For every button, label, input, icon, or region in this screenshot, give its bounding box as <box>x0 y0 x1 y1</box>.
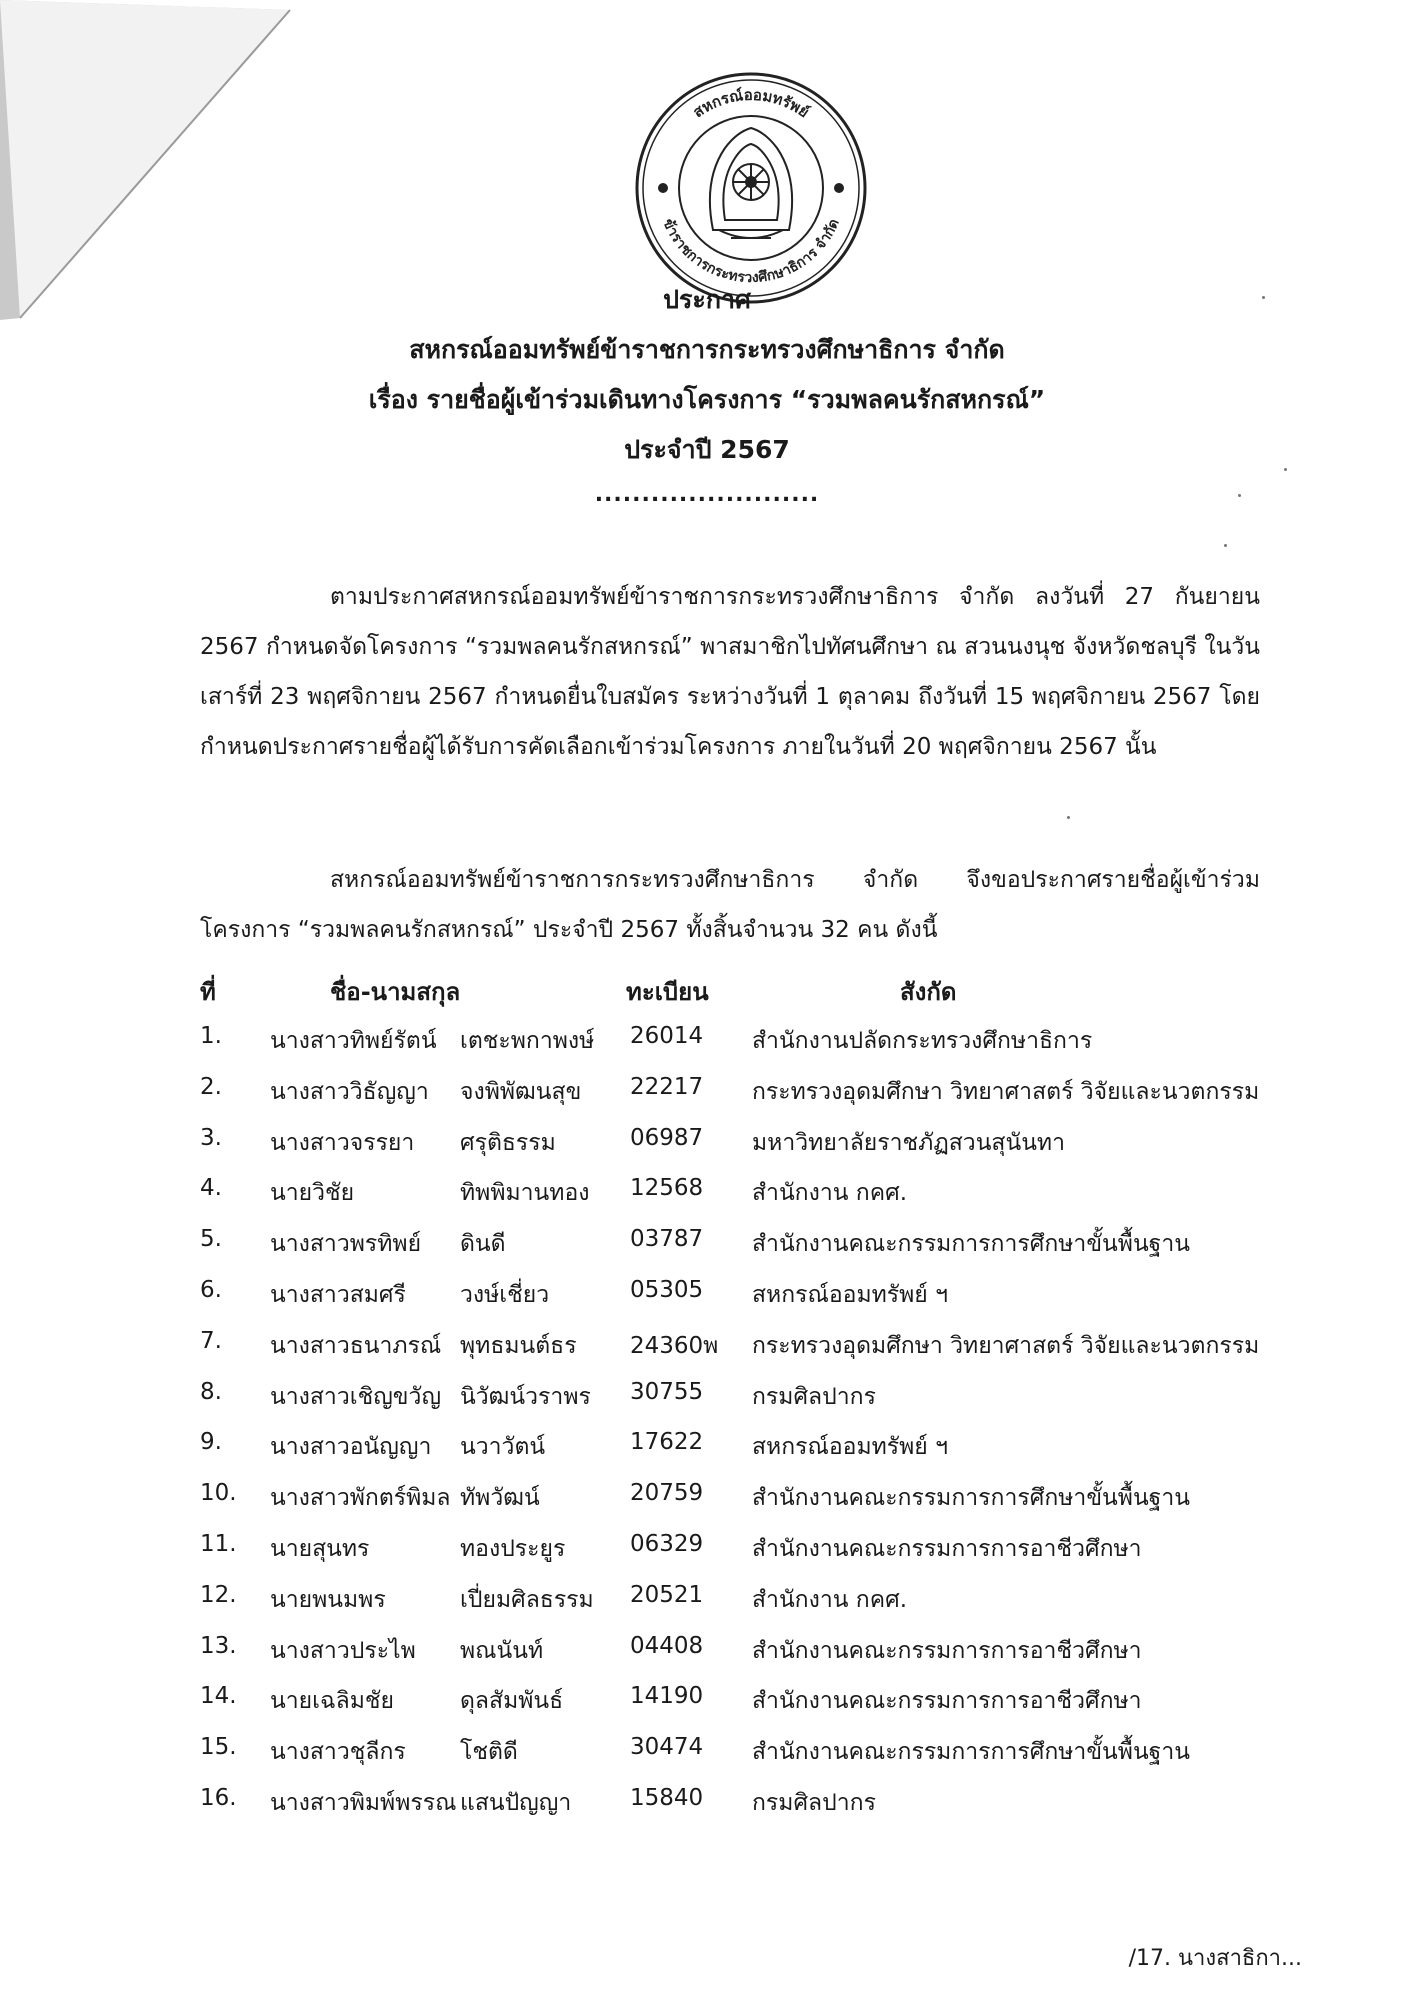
row-number: 15. <box>200 1734 237 1761</box>
seal-emblem-icon <box>710 128 792 238</box>
member-registration: 06329 <box>630 1530 704 1557</box>
table-row <box>0 1429 1414 1480</box>
member-department: กรมศิลปากร <box>752 1383 876 1410</box>
member-department: สหกรณ์ออมทรัพย์ ฯ <box>752 1281 948 1308</box>
member-registration: 17622 <box>630 1429 704 1456</box>
member-department: สำนักงานคณะกรรมการการอาชีวศึกษา <box>752 1535 1142 1562</box>
announcement-subject: เรื่อง รายชื่อผู้เข้าร่วมเดินทางโครงการ “รวมพลคนรักสหกรณ์” <box>368 385 1046 414</box>
row-number: 3. <box>200 1124 222 1151</box>
table-row <box>0 1480 1414 1531</box>
member-first-name: นางสาวพักตร์พิมล <box>270 1485 451 1512</box>
member-first-name: นางสาวธนาภรณ์ <box>270 1332 442 1359</box>
member-registration: 20521 <box>630 1581 704 1608</box>
member-last-name: ทองประยูร <box>460 1535 566 1562</box>
header-registration: ทะเบียน <box>626 978 709 1006</box>
announcement-heading: ประกาศ <box>663 285 751 314</box>
member-last-name: พณนันท์ <box>460 1637 544 1664</box>
member-first-name: นางสาวชุลีกร <box>270 1739 406 1766</box>
row-number: 9. <box>200 1429 222 1456</box>
row-number: 6. <box>200 1276 222 1303</box>
member-department: สำนักงาน กคศ. <box>752 1586 908 1613</box>
member-first-name: นางสาวเชิญขวัญ <box>270 1383 442 1410</box>
member-last-name: แสนปัญญา <box>460 1789 572 1816</box>
cooperative-seal <box>633 70 869 306</box>
member-table <box>0 1023 1414 1836</box>
seal-bottom-text: ข้าราชการกระทรวงศึกษาธิการ จำกัด <box>659 216 843 287</box>
member-first-name: นางสาวพรทิพย์ <box>270 1231 422 1258</box>
row-number: 5. <box>200 1226 222 1253</box>
table-row <box>0 1023 1414 1074</box>
table-row <box>0 1226 1414 1277</box>
member-department: สำนักงานคณะกรรมการการอาชีวศึกษา <box>752 1637 1142 1664</box>
member-first-name: นายเฉลิมชัย <box>270 1688 394 1715</box>
page-continuation: /17. นางสาธิกา... <box>1128 1946 1302 1971</box>
body-paragraph-2 <box>200 855 1260 955</box>
scan-speck <box>1224 544 1227 547</box>
table-row <box>0 1683 1414 1734</box>
member-last-name: นวาวัตน์ <box>460 1434 546 1461</box>
row-number: 14. <box>200 1683 237 1710</box>
table-row <box>0 1785 1414 1836</box>
member-last-name: จงพิพัฒนสุข <box>460 1078 582 1105</box>
member-registration: 30755 <box>630 1378 704 1405</box>
separator-dots: ........................ <box>594 482 820 507</box>
table-row <box>0 1582 1414 1633</box>
member-last-name: เตชะพกาพงษ์ <box>460 1028 595 1054</box>
member-last-name: ดุลสัมพันธ์ <box>460 1688 564 1715</box>
row-number: 8. <box>200 1378 222 1405</box>
member-last-name: นิวัฒน์วราพร <box>460 1383 591 1410</box>
member-first-name: นายพนมพร <box>270 1586 386 1613</box>
member-department: มหาวิทยาลัยราชภัฏสวนสุนันทา <box>752 1129 1065 1156</box>
member-last-name: พุทธมนต์ธร <box>460 1332 577 1359</box>
member-first-name: นางสาวพิมพ์พรรณ <box>270 1789 457 1816</box>
row-number: 10. <box>200 1480 237 1507</box>
header-department: สังกัด <box>900 978 957 1006</box>
member-department: กรมศิลปากร <box>752 1789 876 1816</box>
organization-name: สหกรณ์ออมทรัพย์ข้าราชการกระทรวงศึกษาธิการ จำกัด <box>409 335 1005 364</box>
paragraph-1-text: ตามประกาศสหกรณ์ออมทรัพย์ข้าราชการกระทรวงศึกษาธิการ จำกัด ลงวันที่ 27 กันยายน 2567 กำหนดจัดโครงการ “รวมพลคนรักสหกรณ์” พาสมาชิกไปทัศนศึกษา ณ สวนนงนุช จังหวัดชลบุรี ในวันเสาร์ที่ 23 พฤศจิกายน 2567 กำหนดยื่นใบสมัคร ระหว่างวันที่ 1 ตุลาคม ถึงวันที่ 15 พฤศจิกายน 2567 โดยกำหนดประกาศรายชื่อผู้ได้รับการคัดเลือกเข้าร่วมโครงการ ภายในวันที่ 20 พฤศจิกายน 2567 นั้น <box>200 584 1260 760</box>
table-row <box>0 1074 1414 1125</box>
member-department: สำนักงานคณะกรรมการการอาชีวศึกษา <box>752 1688 1142 1715</box>
row-number: 16. <box>200 1784 237 1811</box>
header-no: ที่ <box>200 978 216 1006</box>
member-first-name: นายวิชัย <box>270 1180 355 1207</box>
member-first-name: นางสาววิธัญญา <box>270 1078 429 1105</box>
table-header <box>0 972 1414 1008</box>
member-department: สำนักงานปลัดกระทรวงศึกษาธิการ <box>752 1028 1093 1054</box>
member-registration: 03787 <box>630 1226 704 1253</box>
member-department: สำนักงานคณะกรรมการการศึกษาขั้นพื้นฐาน <box>752 1485 1190 1512</box>
row-number: 4. <box>200 1175 222 1202</box>
member-first-name: นายสุนทร <box>270 1535 370 1562</box>
member-registration: 15840 <box>630 1784 704 1811</box>
member-registration: 12568 <box>630 1175 704 1202</box>
member-department: สำนักงาน กคศ. <box>752 1180 908 1207</box>
row-number: 12. <box>200 1581 237 1608</box>
member-last-name: เปี่ยมศิลธรรม <box>460 1586 594 1613</box>
member-first-name: นางสาวทิพย์รัตน์ <box>270 1028 437 1054</box>
member-last-name: โชติดี <box>460 1739 518 1766</box>
member-department: สหกรณ์ออมทรัพย์ ฯ <box>752 1434 948 1461</box>
paragraph-2-text: สหกรณ์ออมทรัพย์ข้าราชการกระทรวงศึกษาธิการ จำกัด จึงขอประกาศรายชื่อผู้เข้าร่วมโครงการ “รวมพลคนรักสหกรณ์” ประจำปี 2567 ทั้งสิ้นจำนวน 32 คน ดังนี้ <box>200 867 1260 943</box>
announcement-year: ประจำปี 2567 <box>624 435 790 464</box>
header-name: ชื่อ-นามสกุล <box>330 978 461 1006</box>
member-registration: 30474 <box>630 1734 704 1761</box>
member-registration: 26014 <box>630 1023 704 1049</box>
row-number: 1. <box>200 1023 222 1049</box>
member-last-name: ศรุติธรรม <box>460 1129 556 1156</box>
member-last-name: วงษ์เชี่ยว <box>460 1281 550 1308</box>
member-registration: 06987 <box>630 1124 704 1151</box>
table-row <box>0 1175 1414 1226</box>
table-row <box>0 1328 1414 1379</box>
member-department: กระทรวงอุดมศึกษา วิทยาศาสตร์ วิจัยและนวตกรรม <box>752 1078 1260 1105</box>
member-last-name: ทิพพิมานทอง <box>460 1180 590 1207</box>
member-last-name: ทัพวัฒน์ <box>460 1485 540 1512</box>
table-row <box>0 1734 1414 1785</box>
table-row <box>0 1633 1414 1684</box>
member-registration: 14190 <box>630 1683 704 1710</box>
member-first-name: นางสาวจรรยา <box>270 1129 415 1156</box>
member-registration: 22217 <box>630 1073 704 1100</box>
table-row <box>0 1125 1414 1176</box>
table-row <box>0 1531 1414 1582</box>
member-first-name: นางสาวสมศรี <box>270 1281 406 1308</box>
row-number: 13. <box>200 1632 237 1659</box>
body-paragraph-1 <box>200 572 1260 772</box>
member-department: สำนักงานคณะกรรมการการศึกษาขั้นพื้นฐาน <box>752 1739 1190 1766</box>
member-last-name: ดินดี <box>460 1231 506 1258</box>
row-number: 2. <box>200 1073 222 1100</box>
member-first-name: นางสาวอนัญญา <box>270 1434 432 1461</box>
member-first-name: นางสาวประไพ <box>270 1637 416 1664</box>
seal-top-text: สหกรณ์ออมทรัพย์ <box>689 85 813 122</box>
table-row <box>0 1379 1414 1430</box>
member-registration: 04408 <box>630 1632 704 1659</box>
scan-speck <box>1067 816 1070 819</box>
row-number: 11. <box>200 1530 237 1557</box>
member-registration: 24360พ <box>630 1332 719 1359</box>
member-registration: 20759 <box>630 1480 704 1507</box>
member-registration: 05305 <box>630 1276 704 1303</box>
member-department: สำนักงานคณะกรรมการการศึกษาขั้นพื้นฐาน <box>752 1231 1190 1258</box>
table-row <box>0 1277 1414 1328</box>
member-department: กระทรวงอุดมศึกษา วิทยาศาสตร์ วิจัยและนวตกรรม <box>752 1332 1260 1359</box>
row-number: 7. <box>200 1327 222 1354</box>
